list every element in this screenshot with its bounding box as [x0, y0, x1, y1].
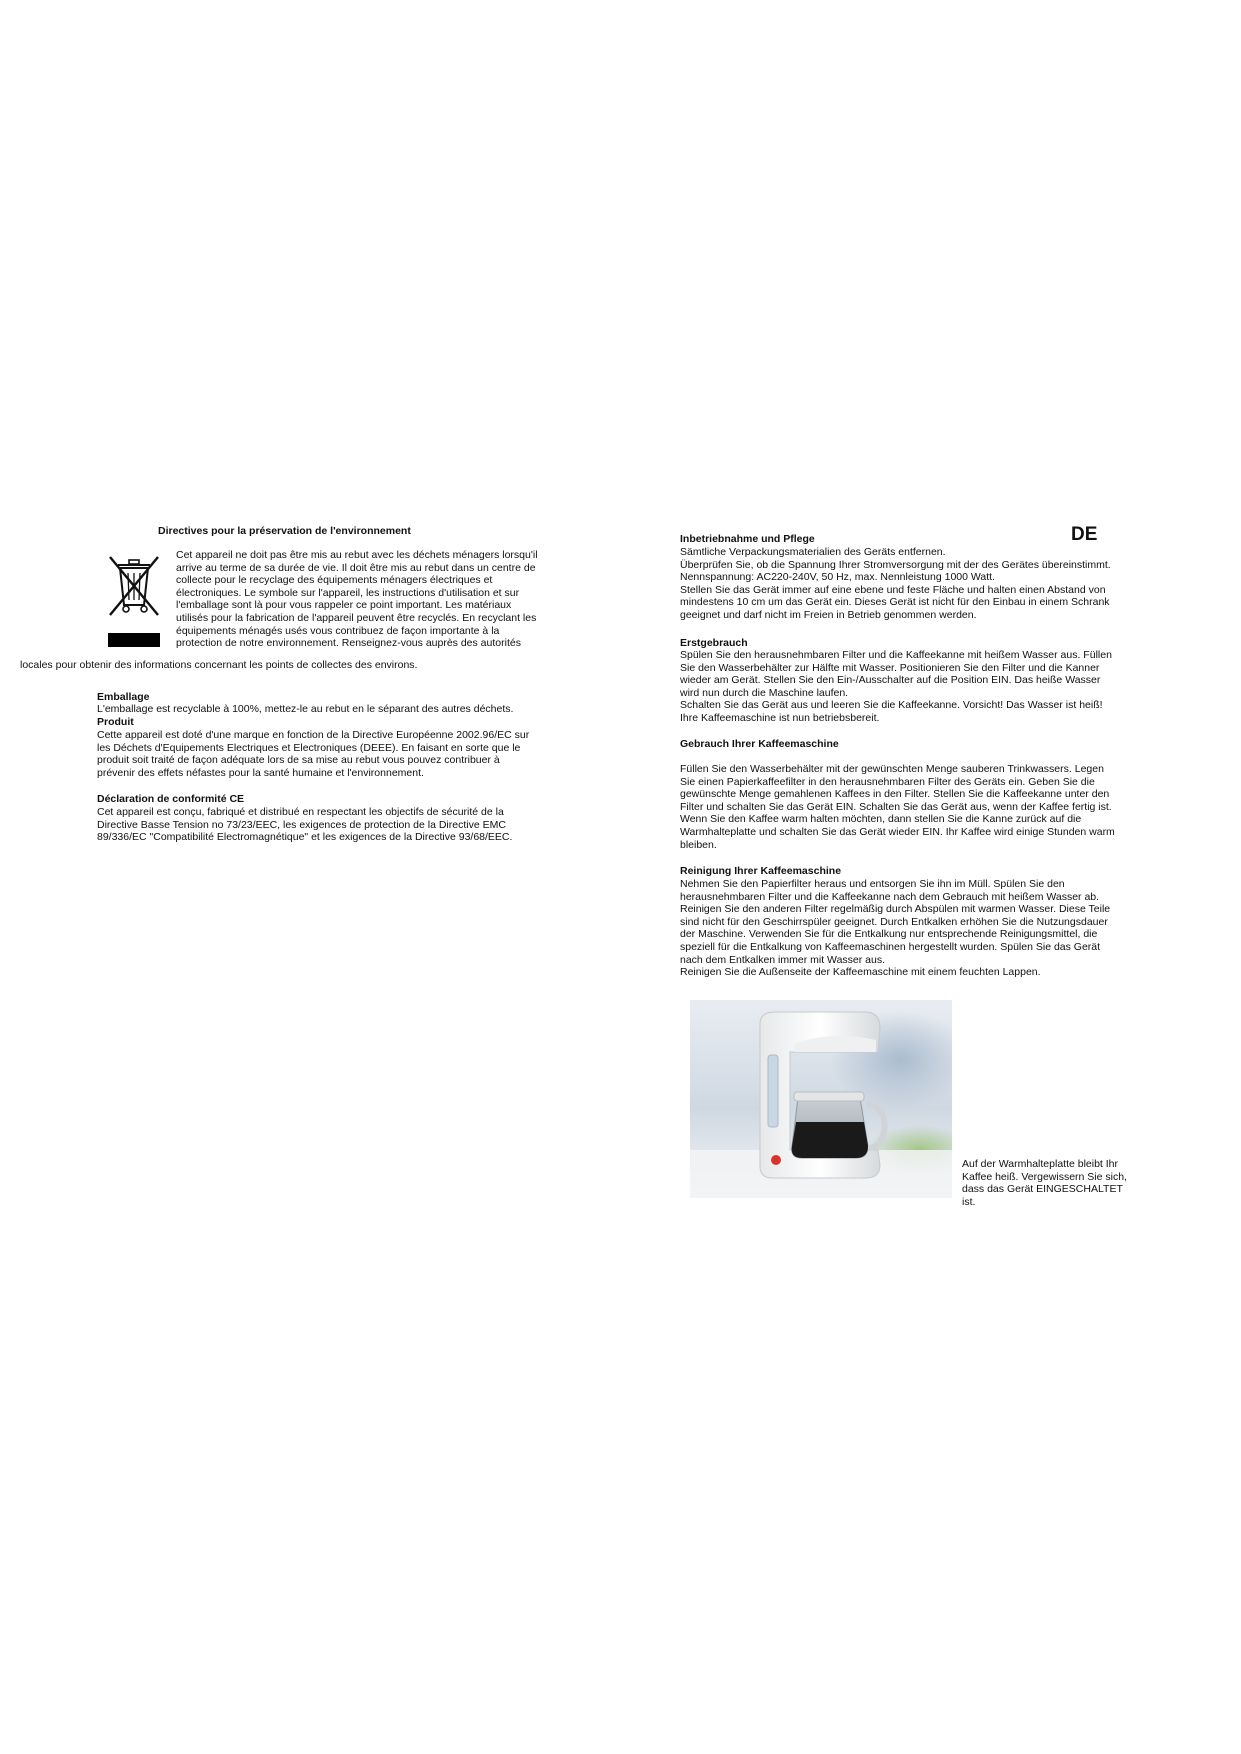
text-line: Auf der Warmhalteplatte bleibt Ihr	[962, 1158, 1119, 1170]
text-line: Reinigen Sie den anderen Filter regelmäßig durch Abspülen mit warmen Wasser. Diese Teile	[680, 903, 1111, 916]
heading-erstgebrauch: Erstgebrauch	[680, 637, 748, 649]
text-line: mindestens 10 cm um das Gerät ein. Dieses Gerät ist nicht für den Einbau in einem Schrank	[680, 596, 1110, 609]
text-line: utilisés pour la fabrication de l'appareil peuvent être recyclés. En recyclant les	[176, 611, 537, 624]
text-line: herausnehmbaren Filter und die Kaffeekanne nach dem Gebrauch mit heißem Wasser ab.	[680, 890, 1100, 903]
text-line: Cet appareil est conçu, fabriqué et distribué en respectant les objectifs de sécurité de la	[97, 806, 504, 818]
text-line: wird nun durch die Maschine laufen.	[680, 686, 849, 699]
paragraph-reinigung	[680, 878, 1150, 979]
text-line: Stellen Sie das Gerät immer auf eine ebene und feste Fläche und halten einen Abstand von	[680, 583, 1106, 596]
heading-reinigung: Reinigung Ihrer Kaffeemaschine	[680, 865, 842, 877]
text-line: Cette appareil est doté d'une marque en fonction de la Directive Européenne 2002.96/EC sur	[97, 729, 530, 741]
text-line: Nehmen Sie den Papierfilter heraus und entsorgen Sie ihn im Müll. Spülen Sie den	[680, 878, 1065, 890]
paragraph-gebrauch	[680, 763, 1150, 851]
text-line: Cet appareil ne doit pas être mis au rebut avec les déchets ménagers lorsqu'il	[176, 549, 538, 561]
text-line: produit soit traité de façon adéquate lors de sa mise au rebut vous pouvez contribuer à	[97, 754, 500, 767]
text-line: électroniques. Le symbole sur l'appareil, les instructions d'utilisation et sur	[176, 586, 520, 599]
heading-emballage: Emballage	[97, 691, 150, 703]
symbol-spacer	[98, 549, 176, 659]
heading-ce-conformity: Déclaration de conformité CE	[97, 793, 245, 805]
text-line: arrive au terme de sa durée de vie. Il doit être mis au rebut dans un centre de	[176, 561, 536, 574]
text-line: wieder am Gerät. Stellen Sie den Ein-/Ausschalter auf die Position EIN. Das heiße Wasser	[680, 674, 1101, 687]
text-line: dass das Gerät EINGESCHALTET	[962, 1183, 1123, 1196]
text-line: ist.	[962, 1195, 976, 1208]
text-line: Sie einen Papierkaffeefilter in den herausnehmbaren Filter des Geräts ein. Geben Sie die	[680, 775, 1095, 788]
heading-inbetriebnahme: Inbetriebnahme und Pflege	[680, 533, 815, 545]
text-line: l'emballage sont là pour vous rappeler ce point important. Les matériaux	[176, 599, 512, 612]
heading-produit: Produit	[97, 716, 134, 728]
paragraph-erstgebrauch	[680, 649, 1150, 725]
text-line: protection de notre environnement. Renseignez-vous auprès des autorités	[176, 637, 521, 650]
text-line: locales pour obtenir des informations concernant les points de collectes des environs.	[20, 659, 418, 671]
text-line: geeignet und darf nicht im Freien in Betrieb genommen werden.	[680, 608, 977, 621]
text-line: gewünschte Menge gemahlenen Kaffees in den Filter. Stellen Sie die Kaffeekanne unter den	[680, 788, 1110, 801]
paragraph-emballage: L'emballage est recyclable à 100%, mettez-le au rebut en le séparant des autres déchets.	[97, 703, 514, 715]
coffee-maker-photo	[690, 1000, 952, 1198]
text-line: Spülen Sie den herausnehmbaren Filter und die Kaffeekanne mit heißem Wasser aus. Füllen	[680, 649, 1112, 661]
text-line: speziell für die Entkalkung von Kaffeemaschinen hergestellt wurden. Spülen Sie das Gerät	[680, 940, 1101, 953]
text-line: Warmhalteplatte und schalten Sie das Gerät wieder EIN. Ihr Kaffee wird einige Stunden warm	[680, 825, 1115, 838]
text-line: Überprüfen Sie, ob die Spannung Ihrer Stromversorgung mit der des Gerätes übereinstimmt.	[680, 558, 1111, 571]
text-line: Nennspannung: AC220-240V, 50 Hz, max. Nennleistung 1000 Watt.	[680, 571, 996, 584]
text-line: Schalten Sie das Gerät aus und leeren Sie die Kaffeekanne. Vorsicht! Das Wasser ist heiß!	[680, 699, 1103, 712]
paragraph-ce-conformity	[97, 806, 567, 844]
text-line: Wenn Sie den Kaffee warm halten möchten, dann stellen Sie die Kanne zurück auf die	[680, 813, 1082, 826]
paragraph-produit	[97, 729, 567, 779]
text-line: collecte pour le recyclage des équipements ménagers électriques et	[176, 574, 493, 587]
text-line: Füllen Sie den Wasserbehälter mit der gewünschten Menge sauberen Trinkwassers. Legen	[680, 763, 1104, 775]
text-line: sind nicht für den Geschirrspüler geeignet. Durch Entkalken erhöhen Sie die Nutzungsdauer	[680, 915, 1108, 928]
text-line: Directive Basse Tension no 73/23/EEC, les exigences de protection de la Directive EMC	[97, 818, 506, 831]
text-line: der Maschine. Verwenden Sie für die Entkalkung nur entsprechende Reinigungsmittel, die	[680, 928, 1098, 941]
text-line: Ihre Kaffeemaschine ist nun betriebsbereit.	[680, 711, 880, 724]
text-line: Filter und schalten Sie das Gerät EIN. Schalten Sie das Gerät aus, wenn der Kaffee fertig ist.	[680, 800, 1112, 813]
text-line: Sie den Wasserbehälter zur Hälfte mit Wasser. Positionieren Sie den Filter und die Kanner	[680, 661, 1100, 674]
text-line: 89/336/EC "Compatibilité Electromagnétique" et les exigences de la Directive 93/68/EEC.	[97, 831, 513, 844]
environment-paragraph	[20, 549, 560, 672]
text-line: les Déchets d'Equipements Electriques et Electroniques (DEEE). En faisant en sorte que le	[97, 741, 521, 754]
section-title-environment: Directives pour la préservation de l'environnement	[158, 525, 411, 537]
text-line: nach dem Entkalken immer mit Wasser aus.	[680, 953, 886, 966]
text-line: Kaffee heiß. Vergewissern Sie sich,	[962, 1170, 1127, 1183]
language-badge: DE	[1071, 524, 1098, 545]
text-line: Sämtliche Verpackungsmaterialien des Geräts entfernen.	[680, 546, 946, 558]
paragraph-inbetriebnahme	[680, 546, 1150, 622]
text-line: Reinigen Sie die Außenseite der Kaffeemaschine mit einem feuchten Lappen.	[680, 966, 1041, 979]
text-line: bleiben.	[680, 838, 717, 851]
text-line: équipements ménagés usés vous contribuez de façon importante à la	[176, 624, 500, 637]
photo-caption	[962, 1158, 1147, 1208]
heading-gebrauch: Gebrauch Ihrer Kaffeemaschine	[680, 738, 839, 750]
text-line: prévenir des effets néfastes pour la santé humaine et l'environnement.	[97, 766, 424, 779]
